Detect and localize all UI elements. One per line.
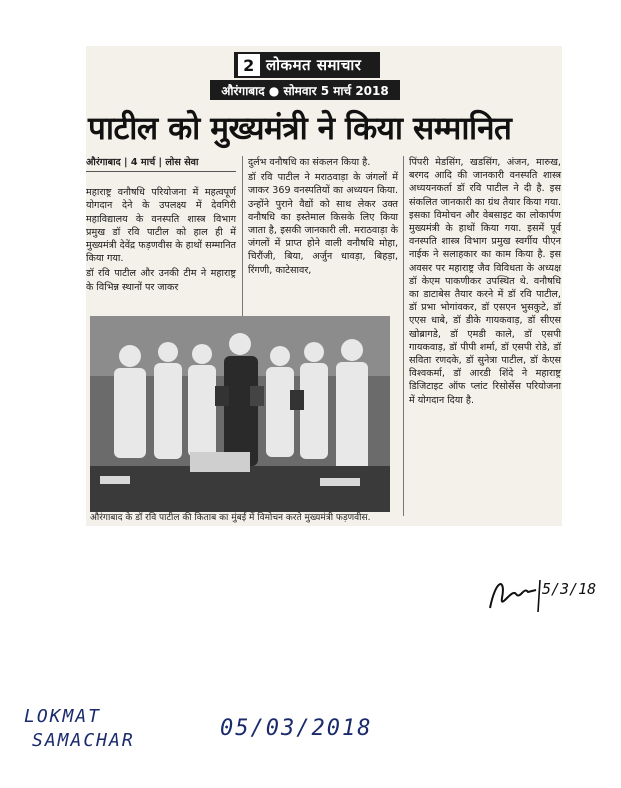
source-line-2: SAMACHAR: [32, 730, 135, 751]
newspaper-clipping: [86, 46, 562, 526]
paragraph: दुर्लभ वनौषधि का संकलन किया है.: [248, 157, 371, 168]
headline: पाटील को मुख्यमंत्री ने किया सम्मानित: [88, 109, 512, 147]
handwritten-date: 05/03/2018: [220, 716, 373, 741]
paper-name: लोकमत समाचार: [266, 56, 362, 74]
article-column-1: [86, 156, 236, 296]
paragraph: डॉ रवि पाटील और उनकी टीम ने महाराष्ट्र के विभिन्न स्थानों पर जाकर: [86, 268, 236, 293]
article-column-3: [409, 156, 561, 409]
paragraph: पिंपरी मेडसिंग, खडसिंग, अंजन, मारुख, बरगद आदि की जानकारी वनस्पति शास्त्र अध्ययनकर्ता डॉ रवि पाटील ने दी है. इस संकलित जानकारी का ग्रंथ तैयार किया गया. इसका विमोचन और वेबसाइट का लोकार्पण मुख्यमंत्री के हाथों किया गया. इसमें पूर्व वनस्पति शास्त्र विभाग प्रमुख स्वर्गीय पीएन नाईक ने सलाहकार का काम किया है. इस अवसर पर महाराष्ट्र जैव विविधता के अध्यक्ष डॉ केएम पाकणीकर उपस्थित थे. वनौषधि का डाटाबेस तैयार करने में डॉ रवि पाटील, डॉ प्रभा भोगांवकर, डॉ एसएन भुसकुटे, डॉ एएस धाबे, डॉ डीके गायकवाड़, डॉ सीएस खोब्रागडे, डॉ एमडी काले, डॉ एसपी गायकवाड़, डॉ पीपी शर्मा, डॉ एसपी रोडे, डॉ सविता रणदके, डॉ सुनेत्रा पाटील, डॉ केएस विश्वकर्मा, डॉ आरडी शिंदे ने महाराष्ट्र डिजिटाइट ऑफ प्लांट रिसोर्सेस परियोजना में योगदान दिया है.: [409, 157, 561, 406]
event-photo: [90, 316, 390, 512]
dateline: औरंगाबाद | 4 मार्च | लोस सेवा: [86, 156, 236, 172]
column-divider: [242, 156, 243, 316]
paragraph: डॉ रवि पाटील ने मराठवाड़ा के जंगलों में जाकर 369 वनस्पतियों का अध्ययन किया. उन्होंने पुराने वैद्यों को साथ लेकर उक्त वनौषधि का इस्तेमाल किसके लिए किया जाता है, इसकी जानकारी ली. मराठवाड़ा के जंगलों में प्राप्त होने वाली वनौषधि मोहा, चिरौंजी, बिया, अर्जुन धावड़ा, बिहड़ा, रिंगणी, काटेसावर,: [248, 172, 398, 276]
signature-date: 5/3/18: [542, 580, 597, 598]
paragraph: महाराष्ट्र वनौषधि परियोजना में महत्वपूर्ण योगदान देने के उपलक्ष्य में देवगिरी महाविद्यालय के वनस्पति शास्त्र विभाग प्रमुख डॉ रवि पाटील को हाल ही में मुख्यमंत्री देवेंद्र फड़णवीस के हाथों सम्मानित किया गया.: [86, 187, 236, 265]
column-divider: [403, 156, 404, 516]
photo-illustration: [90, 316, 390, 512]
page-number: 2: [238, 54, 260, 76]
photo-caption: औरंगाबाद के डॉ रवि पाटील की किताब का मुंबई में विमोचन करते मुख्यमंत्री फड़णवीस.: [90, 513, 371, 523]
source-line-1: LOKMAT: [24, 706, 102, 727]
masthead-banner: [234, 52, 380, 78]
handwritten-source-note: [24, 696, 373, 766]
edition-dateline: औरंगाबाद ● सोमवार 5 मार्च 2018: [210, 80, 400, 100]
handwritten-signature: [486, 568, 606, 618]
article-column-2: [248, 156, 398, 279]
